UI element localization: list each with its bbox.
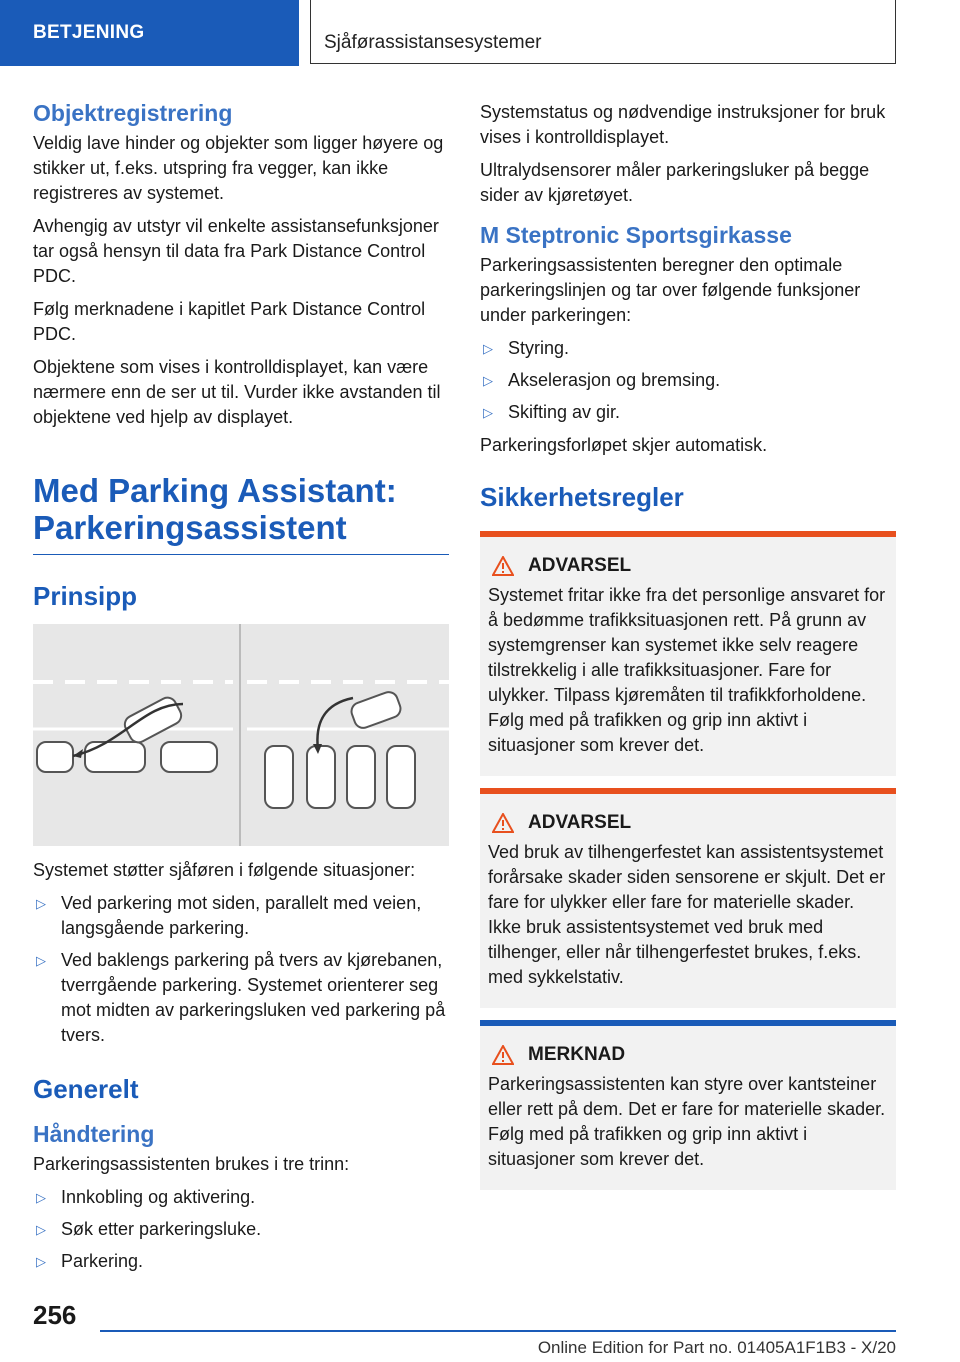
warning-triangle-icon (492, 556, 514, 576)
warning-box (480, 531, 896, 776)
msteptronic-list (480, 336, 896, 425)
paragraph: Systemstatus og nødvendige instruksjoner for bruk vises i kontrolldisplayet. (480, 102, 886, 147)
list-item: ▷ Søk etter parkeringsluke. (33, 1217, 449, 1242)
section-label: BETJENING (33, 22, 145, 43)
list-item: ▷ Ved parkering mot siden, parallelt med veien, langsgående parkering. (36, 893, 422, 938)
paragraph: Avhengig av utstyr vil enkelte assistansefunksjoner tar også hensyn til data fra Park Distance Control PDC. (33, 216, 439, 286)
sikkerhet-heading: Sikkerhetsregler (480, 482, 684, 512)
prinsipp-list (33, 891, 449, 1048)
footer-rule (100, 1330, 896, 1332)
list-item: ▷ Akselerasjon og bremsing. (480, 368, 896, 393)
paragraph: Objektene som vises i kontrolldisplayet, kan være nærmere enn de ser ut til. Vurder ikke avstanden til objektene ved hjelp av displayet. (33, 357, 441, 427)
list-item: ▷ Parkering. (33, 1249, 449, 1274)
chapter-header (310, 0, 896, 64)
chapter-label: Sjåførassistansesystemer (324, 32, 542, 53)
handtering-list (33, 1185, 449, 1274)
objekt-heading: Objektregistrering (33, 100, 233, 126)
prinsipp-heading: Prinsipp (33, 581, 138, 611)
list-item: ▷ Innkobling og aktivering. (33, 1185, 449, 1210)
note-text: Parkeringsassistenten kan styre over kantsteiner eller rett på dem. Det er fare for materielle skader. Følg med på trafikken og grip inn aktivt i situasjoner som krever det. (488, 1074, 886, 1169)
warning-text: Ved bruk av tilhengerfestet kan assistentsystemet forårsake skader siden sensorene er skjult. Det er fare for ulykker eller fare for materielle skader. Ikke bruk assistentsystemet ved bruk med tilhenger, eller når tilhengerfestet brukes, f.eks. med sykkelstativ. (488, 842, 886, 987)
generelt-heading: Generelt (33, 1074, 139, 1104)
paragraph: Parkeringsforløpet skjer automatisk. (480, 435, 768, 455)
triangle-bullet-icon: ▷ (483, 373, 493, 388)
list-item: ▷ Skifting av gir. (480, 400, 896, 425)
triangle-bullet-icon: ▷ (36, 1190, 46, 1205)
triangle-bullet-icon: ▷ (483, 405, 493, 420)
page-number: 256 (33, 1300, 77, 1330)
list-item: ▷ Ved baklengs parkering på tvers av kjørebanen, tverrgående parkering. Systemet orienterer seg mot midten av parkeringsluken ved parkering på tvers. (36, 950, 446, 1045)
note-bar (480, 1020, 896, 1026)
note-triangle-icon (492, 1045, 514, 1065)
warning-box (480, 788, 896, 1008)
footer-edition: Online Edition for Part no. 01405A1F1B3 - X/20 (537, 1338, 896, 1357)
paragraph: Systemet støtter sjåføren i følgende situasjoner: (33, 860, 416, 880)
msteptronic-heading: M Steptronic Sportsgirkasse (480, 222, 792, 248)
handtering-heading: Håndtering (33, 1121, 155, 1147)
note-title: MERKNAD (488, 1044, 888, 1066)
main-title: Med Parking Assistant: Parkeringsassistent (33, 472, 397, 546)
paragraph: Parkeringsassistenten brukes i tre trinn: (33, 1154, 350, 1174)
paragraph: Veldig lave hinder og objekter som ligger høyere og stikker ut, f.eks. utspring fra vegger, kan ikke registreres av systemet. (33, 133, 444, 203)
parking-diagram-svg (33, 624, 449, 846)
paragraph: Følg merknadene i kapitlet Park Distance Control PDC. (33, 299, 426, 344)
warning-title: ADVARSEL (488, 555, 888, 577)
section-tab (0, 0, 299, 66)
paragraph: Parkeringsassistenten beregner den optimale parkeringslinjen og tar over følgende funksjoner under parkeringen: (480, 255, 861, 325)
warning-bar (480, 531, 896, 537)
triangle-bullet-icon: ▷ (36, 1254, 46, 1269)
warning-triangle-icon (492, 813, 514, 833)
left-column (33, 100, 449, 1282)
main-title-block (33, 472, 449, 555)
triangle-bullet-icon: ▷ (36, 896, 46, 911)
triangle-bullet-icon: ▷ (483, 341, 493, 356)
warning-bar (480, 788, 896, 794)
triangle-bullet-icon: ▷ (36, 953, 46, 968)
paragraph: Ultralydsensorer måler parkeringsluker på begge sider av kjøretøyet. (480, 160, 870, 205)
parking-illustration (33, 624, 449, 846)
triangle-bullet-icon: ▷ (36, 1222, 46, 1237)
warning-title: ADVARSEL (488, 812, 888, 834)
right-column (480, 100, 896, 1190)
list-item: ▷ Styring. (480, 336, 896, 361)
warning-text: Systemet fritar ikke fra det personlige ansvaret for å bedømme trafikksituasjonen rett. På grunn av systemgrenser kan systemet ikke selv reagere tilstrekkelig i alle trafikksituasjoner. Fare for ulykker. Tilpass kjøremåten til trafikkforholdene. Følg med på trafikken og grip inn aktivt i situasjoner som krever det. (488, 585, 886, 755)
note-box (480, 1020, 896, 1190)
